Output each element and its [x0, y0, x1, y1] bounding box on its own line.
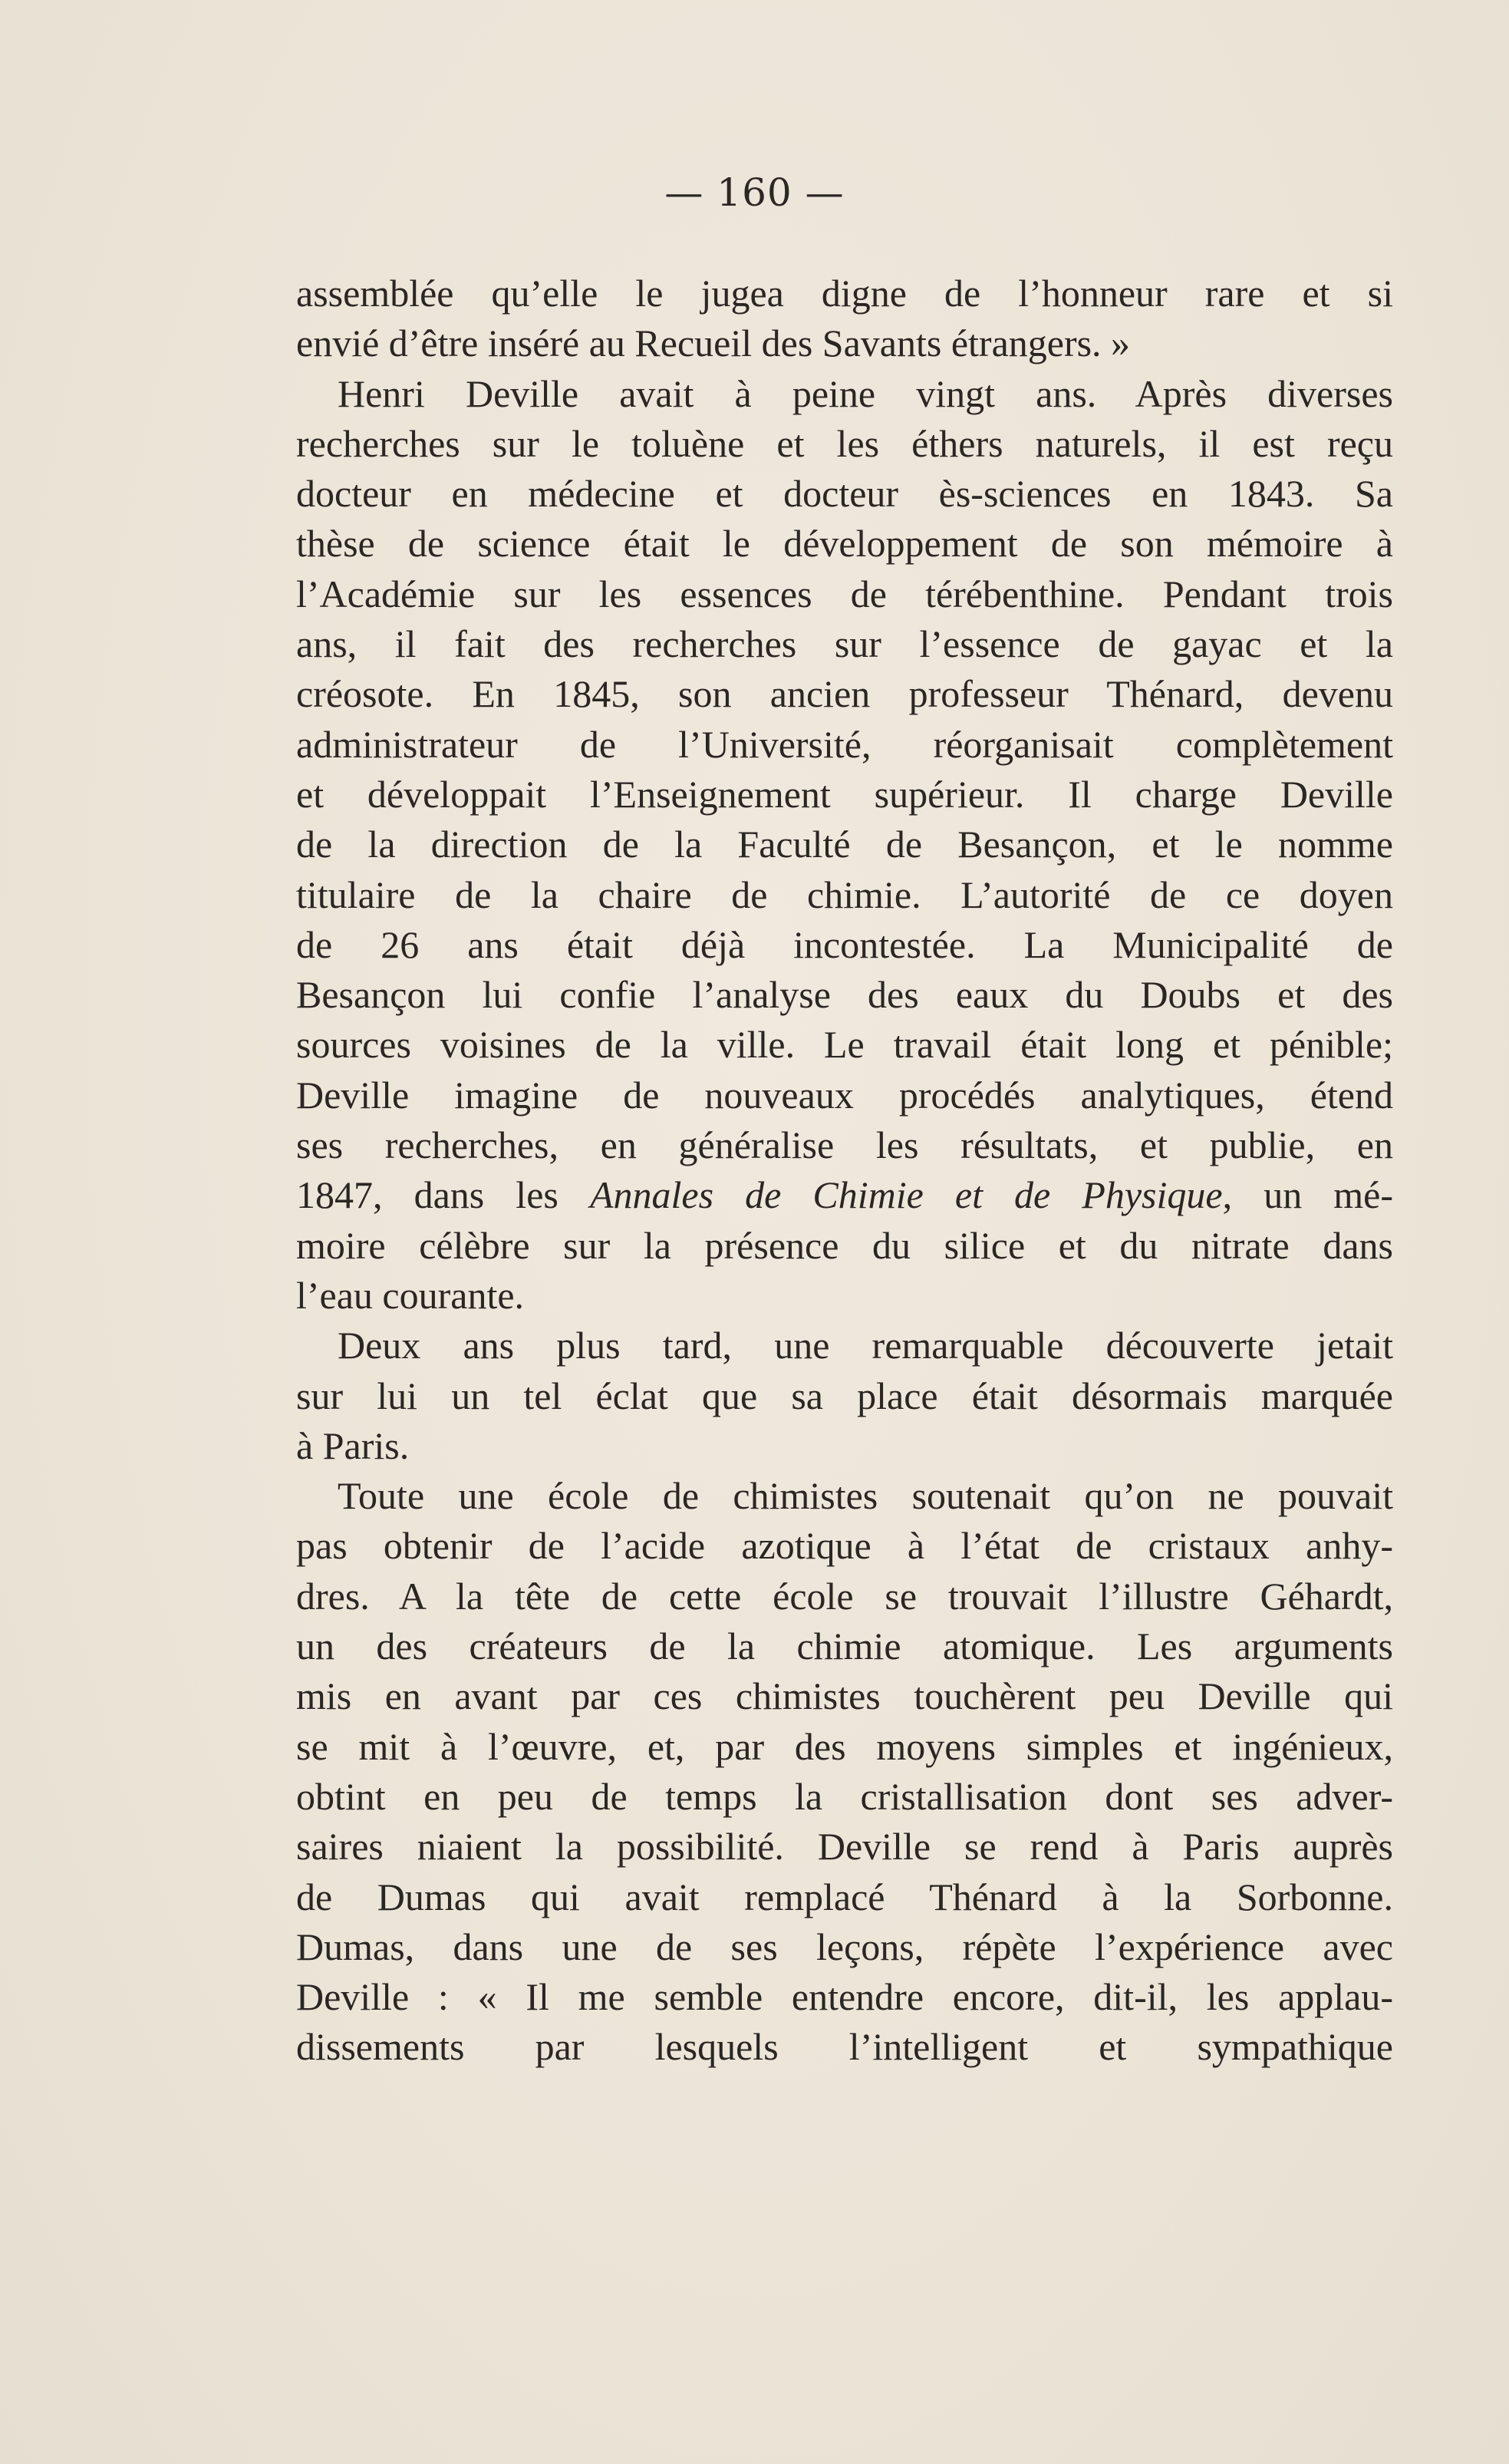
journal-title: Annales de Chimie et de Physique: [589, 1173, 1223, 1217]
text-line: pas obtenir de l’acide azotique à l’état de cristaux anhy-: [296, 1524, 1393, 1568]
text-line: Besançon lui confie l’analyse des eaux du Doubs et des: [296, 973, 1393, 1017]
text-line: dissements par lesquels l’intelligent et sympathique: [296, 2025, 1393, 2069]
text-line: et développait l’Enseignement supérieur. Il charge Deville: [296, 772, 1393, 816]
text-line: saires niaient la possibilité. Deville se rend à Paris auprès: [296, 1825, 1393, 1869]
text-line: Toute une école de chimistes soutenait qu’on ne pouvait: [338, 1474, 1393, 1518]
text-line: se mit à l’œuvre, et, par des moyens simples et ingénieux,: [296, 1724, 1393, 1768]
text-line: assemblée qu’elle le jugea digne de l’honneur rare et si: [296, 272, 1393, 315]
text-line: dres. A la tête de cette école se trouvait l’illustre Géhardt,: [296, 1574, 1393, 1618]
text-line: mis en avant par ces chimistes touchèrent peu Deville qui: [296, 1674, 1393, 1718]
text-line: de la direction de la Faculté de Besançon, et le nomme: [296, 823, 1393, 866]
text-line: sur lui un tel éclat que sa place était désormais marquée: [296, 1374, 1393, 1417]
text-line: créosote. En 1845, son ancien professeur Thénard, devenu: [296, 672, 1393, 716]
text-line: Deux ans plus tard, une remarquable découverte jetait: [338, 1324, 1393, 1367]
text-line: Deville imagine de nouveaux procédés analytiques, étend: [296, 1073, 1393, 1117]
body-text: [296, 269, 1393, 2073]
text-line: de Dumas qui avait remplacé Thénard à la Sorbonne.: [296, 1875, 1393, 1918]
text-fragment: , un mé-: [1222, 1173, 1394, 1217]
text-fragment: 1847, dans les: [296, 1173, 590, 1217]
text-line: moire célèbre sur la présence du silice et du nitrate dans: [296, 1223, 1393, 1267]
text-line: administrateur de l’Université, réorganisait complètement: [296, 722, 1393, 766]
text-line: recherches sur le toluène et les éthers naturels, il est reçu: [296, 421, 1393, 465]
page-number: — 160 —: [664, 170, 845, 215]
text-line: l’eau courante.: [296, 1273, 525, 1317]
text-line: un des créateurs de la chimie atomique. Les arguments: [296, 1625, 1393, 1668]
text-line: ses recherches, en généralise les résultats, et publie, en: [296, 1123, 1393, 1167]
text-line: Henri Deville avait à peine vingt ans. Après diverses: [338, 371, 1393, 415]
text-line: sources voisines de la ville. Le travail était long et pénible;: [296, 1023, 1393, 1067]
text-line: l’Académie sur les essences de térébenthine. Pendant trois: [296, 572, 1393, 615]
text-line: thèse de science était le développement de son mémoire à: [296, 522, 1393, 566]
text-line: envié d’être inséré au Recueil des Savants étrangers. »: [296, 322, 1131, 365]
text-line: de 26 ans était déjà incontestée. La Municipalité de: [296, 922, 1393, 966]
text-line: ans, il fait des recherches sur l’essence de gayac et la: [296, 622, 1393, 666]
text-line: [296, 1170, 1393, 1220]
text-line: titulaire de la chaire de chimie. L’autorité de ce doyen: [296, 872, 1393, 916]
text-line: docteur en médecine et docteur ès-sciences en 1843. Sa: [296, 472, 1393, 516]
text-line: obtint en peu de temps la cristallisation dont ses adver-: [296, 1774, 1393, 1818]
text-line: à Paris.: [296, 1423, 410, 1467]
text-line: Deville : « Il me semble entendre encore, dit-il, les applau-: [296, 1975, 1393, 2019]
text-line: Dumas, dans une de ses leçons, répète l’expérience avec: [296, 1925, 1393, 1968]
